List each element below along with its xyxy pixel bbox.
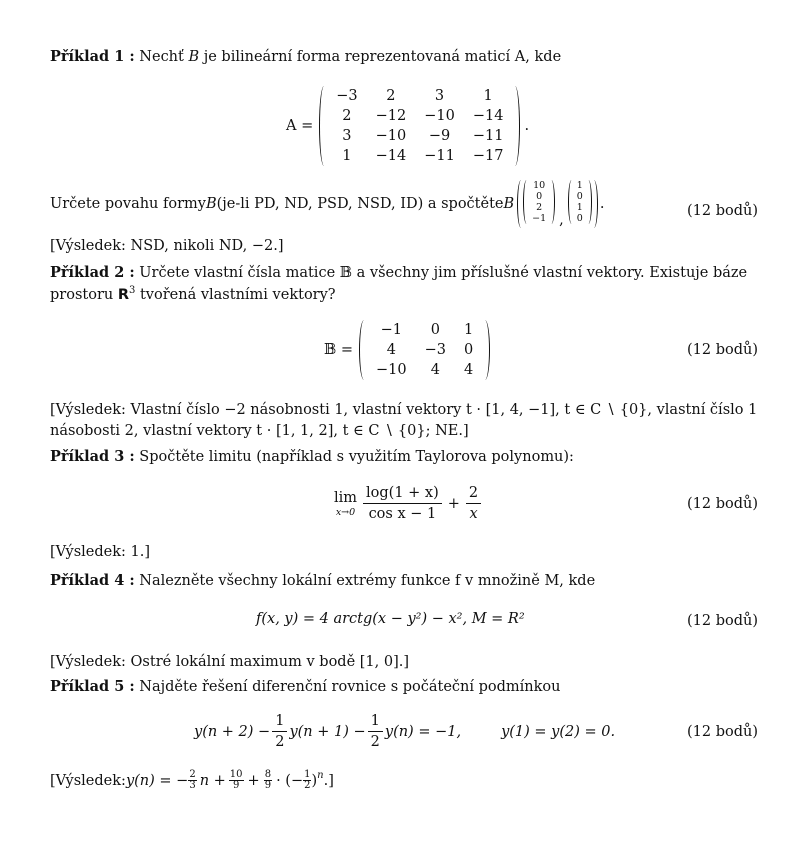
p1-matrix-cell: 3 [342,128,352,144]
p1-matrix-cell: −14 [472,108,504,124]
p1-matrix-cell: −3 [336,88,358,104]
p1-matrix-row [327,86,512,106]
p2-text-line1 [50,264,747,281]
p2-matrix-cell: −10 [376,362,407,378]
p1-matrix-cell: −9 [428,128,451,144]
p1-matrix-row [327,146,512,166]
p1-vec1-row [529,202,549,213]
p2-text: Určete vlastní čísla matice 𝔹 a všechny jim příslušné vlastní vektory. Existuje báze [139,265,748,281]
p1-label: Příklad 1 : [50,48,135,65]
p1-matrix-cell: 2 [342,108,352,124]
p1-points: (12 bodů) [686,203,758,219]
p5-half-1-num: 1 [272,712,287,732]
p3-lim-sub: x→0 [335,507,356,518]
p1-intro-B: B [188,49,200,65]
p4-text [50,572,595,589]
p5-r-frac4 [303,770,311,791]
p1-intro-a: Nechť [139,49,189,65]
p3-frac1 [363,484,442,523]
p1-vec1-row [529,180,549,191]
p1-matrix-cell: −10 [424,108,455,124]
p2-text-line2 [50,285,336,303]
p1-matrix-row [327,106,512,126]
p2-matrix-cell: 4 [430,362,440,378]
p4-result: [Výsledek: Ostré lokální maximum v bodě [1, 0].] [50,654,410,670]
p5-text [50,678,561,695]
p5-r-frac4-num: 1 [304,769,311,780]
p2-matrix-cell: 0 [464,342,474,358]
p1-task-a: Určete povahu formy [50,196,206,212]
p1-matrix-cell: 3 [434,88,445,104]
p3-frac2-num: 2 [466,484,481,504]
p1-matrix-cell: −12 [375,108,407,124]
p1-vec1-row [529,213,549,224]
p3-label: Příklad 3 : [50,448,135,465]
p2-matrix-cell: 4 [464,362,474,378]
p1-task-B2: B [503,196,515,212]
p2-matrix-table [367,320,482,380]
p5-r-frac3-num: 8 [264,769,272,780]
p4-formula: f(x, y) = 4 arctg(x − y²) − x², M = R² [256,611,525,627]
p1-matrix-cell: −11 [472,128,504,144]
p5-result-dot: · (− [276,772,304,789]
p5-result-exp: n [317,770,324,781]
p2-matrix-row [367,320,482,340]
p1-vec1-cell: −1 [532,213,547,224]
p5-r-frac3-den: 9 [264,780,272,791]
p3-frac2-den: x [469,506,478,522]
p5-result-y: y(n) = − [125,772,189,789]
p3-lim-word: lim [334,490,358,506]
p1-matrix-cell: 2 [386,88,396,104]
p1-vec2-cell: 1 [576,202,583,213]
p5-half-2-den: 2 [370,734,380,750]
p1-matrix-block [286,86,529,166]
p5-half-1 [272,712,287,751]
p1-matrix-row [327,126,512,146]
p5-r-frac3 [264,770,272,791]
p1-vec1-cell: 2 [536,202,543,213]
p5-points: (12 bodů) [686,724,758,740]
p1-vec2-cell: 1 [576,180,583,191]
p4-label: Příklad 4 : [50,572,135,589]
p1-intro-b: je bilineární forma reprezentovaná maticí A, kde [199,49,562,65]
p5-condition: y(1) = y(2) = 0. [501,723,616,740]
p2-text-R: R [117,286,129,303]
p5-half-2 [368,712,383,751]
p5-r-frac4-den: 2 [304,780,311,791]
p5-result-a: [Výsledek: [50,772,126,789]
p5-result-close: ) [311,772,318,789]
p2-matrix-cell: −1 [380,322,402,338]
p5-eq-b: y(n + 1) − [289,723,366,740]
p1-matrix-cell: −17 [472,148,504,164]
p1-matrix-cell: −10 [375,128,407,144]
p4-points: (12 bodů) [686,613,758,629]
p2-matrix-cell: 0 [430,322,440,338]
p1-vec1-cell: 10 [533,180,546,191]
p1-vec1-cell: 0 [536,191,543,202]
p1-vec2-cell: 0 [576,191,583,202]
p5-half-1-den: 2 [275,734,285,750]
p2-matrix-cell: 1 [464,322,474,338]
p1-task-b: (je-li PD, ND, PSD, NSD, ID) a spočtěte [216,196,504,212]
p1-vec1 [523,180,555,224]
p1-task-B: B [205,196,217,212]
p5-r-frac2-den: 9 [232,780,240,791]
p1-matrix-cell: −11 [424,148,455,164]
p1-matrix [319,86,520,166]
p5-task: Najděte řešení diferenční rovnice s počáteční podmínkou [139,679,561,695]
p2-matrix-name: 𝔹 = [324,342,354,358]
p5-result-n: n + [199,772,226,789]
p1-matrix-name: A = [286,118,314,134]
p2-result-line1: [Výsledek: Vlastní číslo −2 násobnosti 1, vlastní vektory t · [1, 4, −1], t ∈ C ∖ {0}, vlastní číslo 1 [50,402,758,418]
p2-matrix [359,320,490,380]
p1-vec2-cell: 0 [576,213,583,224]
p1-intro [50,48,561,65]
p3-text [50,448,574,465]
p1-task-end: . [599,196,605,212]
p3-frac1-den: cos x − 1 [368,506,437,522]
p2-matrix-row [367,340,482,360]
p5-eq-a: y(n + 2) − [194,723,271,740]
p2-matrix-row [367,360,482,380]
p2-text-exp: 3 [129,285,136,296]
p2-points: (12 bodů) [686,342,758,358]
p3-result: [Výsledek: 1.] [50,544,151,560]
p3-points: (12 bodů) [686,496,758,512]
p5-half-2-num: 1 [368,712,383,732]
p3-frac2 [466,484,481,523]
p5-r-frac2-num: 10 [229,769,243,780]
p1-matrix-cell: 1 [342,148,352,164]
p2-matrix-cell: −3 [424,342,446,358]
p2-result-line2: násobosti 2, vlastní vektory t · [1, 1, 2], t ∈ C ∖ {0}; NE.] [50,423,469,439]
p3-task: Spočtěte limitu (například s využitím Taylorova polynomu): [139,449,574,465]
p5-result-plus: + [247,772,260,789]
p5-eq-c: y(n) = −1, [384,723,462,740]
p1-task [50,180,604,228]
p2-matrix-block [324,320,490,380]
p5-result-end: .] [323,772,334,789]
p5-equation [194,712,615,751]
p1-vec2 [568,180,592,224]
p1-result: [Výsledek: NSD, nikoli ND, −2.] [50,238,284,254]
p1-matrix-table [327,86,512,166]
p5-r-frac1 [188,770,196,791]
p2-text-2b: tvořená vlastními vektory? [135,286,336,303]
p1-args: 10 0 2 −1 , 1 0 1 0 [517,180,598,228]
p3-formula [334,484,481,523]
p1-matrix-end: . [524,118,530,134]
p2-matrix-cell: 4 [386,342,396,358]
p5-result [50,770,334,791]
p5-label: Příklad 5 : [50,678,135,695]
p2-label: Příklad 2 : [50,264,135,281]
p2-text-2a: prostoru [50,286,118,303]
p1-matrix-cell: −14 [375,148,407,164]
p1-matrix-cell: 1 [483,88,493,104]
p5-r-frac2 [229,770,244,791]
p3-lim [334,489,357,518]
p3-frac1-num: log(1 + x) [363,484,442,504]
p1-vec1-table [529,180,549,224]
p3-plus: + [447,495,460,512]
p1-vec1-row [529,191,549,202]
p4-task: Nalezněte všechny lokální extrémy funkce f v množině M, kde [139,573,596,589]
p5-r-frac1-num: 2 [189,769,196,780]
p5-r-frac1-den: 3 [189,780,196,791]
